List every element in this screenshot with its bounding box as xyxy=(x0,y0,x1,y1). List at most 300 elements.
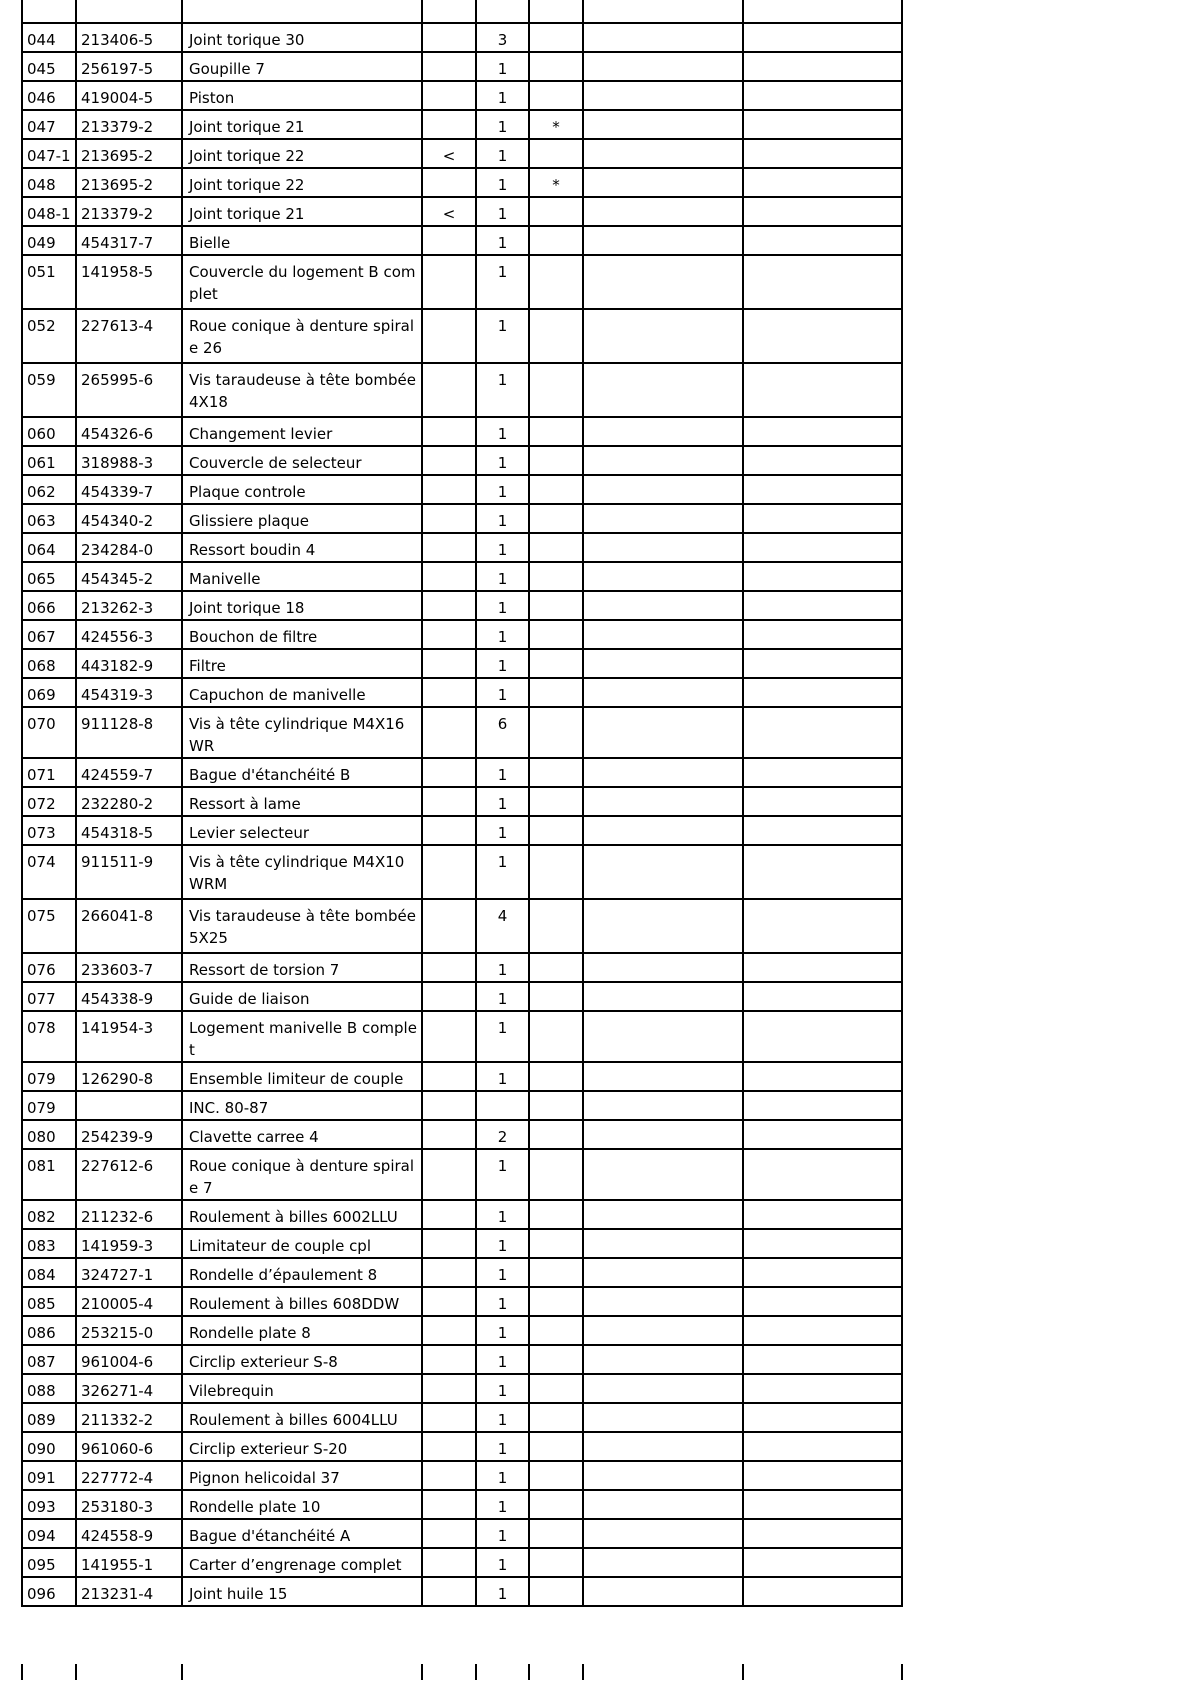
empty-cell xyxy=(583,23,743,52)
part-ref-cell: 048 xyxy=(22,168,76,197)
part-marker-cell xyxy=(529,1120,583,1149)
part-note-cell xyxy=(422,226,476,255)
empty-cell xyxy=(743,1062,902,1091)
part-marker-cell xyxy=(529,1200,583,1229)
part-marker-cell xyxy=(529,197,583,226)
table-row xyxy=(22,1229,902,1258)
table-row xyxy=(22,81,902,110)
part-quantity-cell: 1 xyxy=(476,1461,529,1490)
empty-cell xyxy=(743,255,902,309)
part-marker-cell xyxy=(529,562,583,591)
part-note-cell xyxy=(422,1120,476,1149)
part-note-cell xyxy=(422,1432,476,1461)
table-row xyxy=(22,110,902,139)
part-number-cell: 443182-9 xyxy=(76,649,182,678)
part-marker-cell xyxy=(529,255,583,309)
part-note-cell xyxy=(422,475,476,504)
part-description-cell: Rondelle plate 10 xyxy=(182,1490,422,1519)
part-quantity-cell: 1 xyxy=(476,1490,529,1519)
part-marker-cell xyxy=(529,1062,583,1091)
part-number-cell: 227612-6 xyxy=(76,1149,182,1200)
part-note-cell xyxy=(422,52,476,81)
empty-cell xyxy=(583,899,743,953)
part-ref-cell: 083 xyxy=(22,1229,76,1258)
part-description-cell: Couvercle de selecteur xyxy=(182,446,422,475)
part-description-cell: Piston xyxy=(182,81,422,110)
part-description-cell: Circlip exterieur S-20 xyxy=(182,1432,422,1461)
part-ref-cell: 084 xyxy=(22,1258,76,1287)
part-note-cell xyxy=(422,1200,476,1229)
part-description-cell: Plaque controle xyxy=(182,475,422,504)
empty-cell xyxy=(743,620,902,649)
part-number-cell: 424559-7 xyxy=(76,758,182,787)
empty-cell xyxy=(583,707,743,758)
column-rule xyxy=(901,0,903,22)
part-quantity-cell: 1 xyxy=(476,226,529,255)
part-quantity-cell: 1 xyxy=(476,591,529,620)
part-ref-cell: 065 xyxy=(22,562,76,591)
part-marker-cell xyxy=(529,1490,583,1519)
empty-cell xyxy=(583,168,743,197)
empty-cell xyxy=(743,1229,902,1258)
part-description-cell: Ressort boudin 4 xyxy=(182,533,422,562)
part-number-cell: 454326-6 xyxy=(76,417,182,446)
part-quantity-cell: 1 xyxy=(476,110,529,139)
part-number-cell: 141959-3 xyxy=(76,1229,182,1258)
part-number-cell: 318988-3 xyxy=(76,446,182,475)
part-ref-cell: 091 xyxy=(22,1461,76,1490)
empty-cell xyxy=(583,1403,743,1432)
table-row xyxy=(22,1577,902,1606)
empty-cell xyxy=(583,562,743,591)
part-ref-cell: 067 xyxy=(22,620,76,649)
part-description-cell: Vis taraudeuse à tête bombée 5X25 xyxy=(182,899,422,953)
part-quantity-cell: 2 xyxy=(476,1120,529,1149)
part-note-cell: < xyxy=(422,197,476,226)
part-number-cell: 961004-6 xyxy=(76,1345,182,1374)
table-row xyxy=(22,1200,902,1229)
part-description-cell: Ressort de torsion 7 xyxy=(182,953,422,982)
part-quantity-cell: 1 xyxy=(476,758,529,787)
empty-cell xyxy=(583,139,743,168)
empty-cell xyxy=(583,1120,743,1149)
part-note-cell xyxy=(422,1287,476,1316)
part-note-cell xyxy=(422,899,476,953)
part-marker-cell xyxy=(529,226,583,255)
part-description-cell: Rondelle d’épaulement 8 xyxy=(182,1258,422,1287)
part-ref-cell: 085 xyxy=(22,1287,76,1316)
part-number-cell: 454338-9 xyxy=(76,982,182,1011)
empty-cell xyxy=(743,845,902,899)
part-ref-cell: 064 xyxy=(22,533,76,562)
part-ref-cell: 096 xyxy=(22,1577,76,1606)
column-rule xyxy=(475,1664,477,1680)
column-rule xyxy=(421,1664,423,1680)
part-quantity-cell: 1 xyxy=(476,1149,529,1200)
part-number-cell: 233603-7 xyxy=(76,953,182,982)
part-description-cell: Bague d'étanchéité A xyxy=(182,1519,422,1548)
part-description-cell: Joint torique 21 xyxy=(182,110,422,139)
part-ref-cell: 068 xyxy=(22,649,76,678)
empty-cell xyxy=(583,678,743,707)
part-ref-cell: 070 xyxy=(22,707,76,758)
table-row xyxy=(22,845,902,899)
part-ref-cell: 061 xyxy=(22,446,76,475)
part-quantity-cell: 1 xyxy=(476,1345,529,1374)
part-note-cell xyxy=(422,1374,476,1403)
part-number-cell: 911511-9 xyxy=(76,845,182,899)
column-rule xyxy=(421,0,423,22)
empty-cell xyxy=(583,197,743,226)
part-note-cell xyxy=(422,1011,476,1062)
part-quantity-cell: 4 xyxy=(476,899,529,953)
part-number-cell: 234284-0 xyxy=(76,533,182,562)
column-rule xyxy=(75,0,77,22)
table-row xyxy=(22,533,902,562)
part-ref-cell: 076 xyxy=(22,953,76,982)
empty-cell xyxy=(583,110,743,139)
part-quantity-cell: 1 xyxy=(476,649,529,678)
part-marker-cell xyxy=(529,504,583,533)
part-note-cell xyxy=(422,620,476,649)
table-row xyxy=(22,816,902,845)
part-note-cell xyxy=(422,649,476,678)
part-quantity-cell: 1 xyxy=(476,168,529,197)
part-number-cell: 419004-5 xyxy=(76,81,182,110)
empty-cell xyxy=(583,1374,743,1403)
part-marker-cell xyxy=(529,1432,583,1461)
empty-cell xyxy=(743,1316,902,1345)
part-quantity-cell: 1 xyxy=(476,1062,529,1091)
part-marker-cell xyxy=(529,1011,583,1062)
part-ref-cell: 090 xyxy=(22,1432,76,1461)
empty-cell xyxy=(583,226,743,255)
part-number-cell: 213231-4 xyxy=(76,1577,182,1606)
part-marker-cell xyxy=(529,52,583,81)
table-row xyxy=(22,562,902,591)
part-marker-cell xyxy=(529,1461,583,1490)
part-quantity-cell: 1 xyxy=(476,1519,529,1548)
empty-cell xyxy=(743,1577,902,1606)
part-ref-cell: 063 xyxy=(22,504,76,533)
part-note-cell xyxy=(422,1461,476,1490)
empty-cell xyxy=(743,446,902,475)
empty-cell xyxy=(583,475,743,504)
part-description-cell: Vis à tête cylindrique M4X16 WR xyxy=(182,707,422,758)
part-note-cell xyxy=(422,309,476,363)
part-number-cell: 424556-3 xyxy=(76,620,182,649)
empty-cell xyxy=(743,226,902,255)
part-marker-cell xyxy=(529,1403,583,1432)
part-note-cell xyxy=(422,23,476,52)
part-number-cell: 227613-4 xyxy=(76,309,182,363)
part-quantity-cell: 1 xyxy=(476,255,529,309)
part-number-cell: 227772-4 xyxy=(76,1461,182,1490)
part-description-cell: Ressort à lame xyxy=(182,787,422,816)
part-number-cell: 232280-2 xyxy=(76,787,182,816)
empty-cell xyxy=(743,1149,902,1200)
column-rule xyxy=(181,0,183,22)
part-number-cell: 266041-8 xyxy=(76,899,182,953)
part-number-cell: 141955-1 xyxy=(76,1548,182,1577)
part-number-cell: 324727-1 xyxy=(76,1258,182,1287)
part-number-cell: 253215-0 xyxy=(76,1316,182,1345)
part-note-cell xyxy=(422,1091,476,1120)
part-description-cell: Joint torique 18 xyxy=(182,591,422,620)
part-marker-cell xyxy=(529,81,583,110)
part-ref-cell: 049 xyxy=(22,226,76,255)
table-row xyxy=(22,899,902,953)
empty-cell xyxy=(583,533,743,562)
part-description-cell: Guide de liaison xyxy=(182,982,422,1011)
part-note-cell xyxy=(422,255,476,309)
part-quantity-cell: 1 xyxy=(476,52,529,81)
part-note-cell xyxy=(422,1519,476,1548)
part-description-cell: Roue conique à denture spirale 7 xyxy=(182,1149,422,1200)
empty-cell xyxy=(743,816,902,845)
part-ref-cell: 073 xyxy=(22,816,76,845)
empty-cell xyxy=(743,787,902,816)
part-note-cell xyxy=(422,1229,476,1258)
part-description-cell: Capuchon de manivelle xyxy=(182,678,422,707)
part-marker-cell: * xyxy=(529,168,583,197)
empty-cell xyxy=(743,1432,902,1461)
empty-cell xyxy=(583,52,743,81)
part-quantity-cell: 1 xyxy=(476,309,529,363)
empty-cell xyxy=(583,1577,743,1606)
part-description-cell: Carter d’engrenage complet xyxy=(182,1548,422,1577)
part-quantity-cell: 1 xyxy=(476,475,529,504)
parts-list-table xyxy=(21,22,903,1607)
table-row xyxy=(22,982,902,1011)
part-description-cell: Joint huile 15 xyxy=(182,1577,422,1606)
part-marker-cell xyxy=(529,1548,583,1577)
empty-cell xyxy=(743,1120,902,1149)
bottom-column-rules xyxy=(0,1664,1190,1680)
column-rule xyxy=(21,0,23,22)
part-number-cell: 213695-2 xyxy=(76,139,182,168)
part-marker-cell xyxy=(529,1229,583,1258)
table-row xyxy=(22,363,902,417)
part-number-cell: 326271-4 xyxy=(76,1374,182,1403)
empty-cell xyxy=(743,1461,902,1490)
table-row xyxy=(22,446,902,475)
part-ref-cell: 088 xyxy=(22,1374,76,1403)
empty-cell xyxy=(583,1200,743,1229)
part-description-cell: Roulement à billes 6004LLU xyxy=(182,1403,422,1432)
part-quantity-cell: 1 xyxy=(476,787,529,816)
empty-cell xyxy=(583,504,743,533)
part-number-cell xyxy=(76,1091,182,1120)
part-quantity-cell: 1 xyxy=(476,417,529,446)
part-marker-cell xyxy=(529,446,583,475)
part-marker-cell xyxy=(529,1287,583,1316)
part-number-cell: 454317-7 xyxy=(76,226,182,255)
part-ref-cell: 082 xyxy=(22,1200,76,1229)
part-number-cell: 424558-9 xyxy=(76,1519,182,1548)
part-description-cell: Joint torique 22 xyxy=(182,139,422,168)
table-row xyxy=(22,1062,902,1091)
part-number-cell: 454318-5 xyxy=(76,816,182,845)
part-number-cell: 213379-2 xyxy=(76,197,182,226)
part-description-cell: Circlip exterieur S-8 xyxy=(182,1345,422,1374)
part-number-cell: 254239-9 xyxy=(76,1120,182,1149)
part-ref-cell: 087 xyxy=(22,1345,76,1374)
table-row xyxy=(22,1432,902,1461)
empty-cell xyxy=(743,309,902,363)
part-description-cell: Levier selecteur xyxy=(182,816,422,845)
part-note-cell xyxy=(422,562,476,591)
table-row xyxy=(22,953,902,982)
part-note-cell xyxy=(422,758,476,787)
part-description-cell: Ensemble limiteur de couple xyxy=(182,1062,422,1091)
part-note-cell xyxy=(422,1548,476,1577)
part-ref-cell: 066 xyxy=(22,591,76,620)
part-note-cell xyxy=(422,504,476,533)
part-quantity-cell: 1 xyxy=(476,504,529,533)
part-ref-cell: 080 xyxy=(22,1120,76,1149)
part-description-cell: Vis taraudeuse à tête bombée 4X18 xyxy=(182,363,422,417)
column-rule xyxy=(528,1664,530,1680)
empty-cell xyxy=(743,1258,902,1287)
empty-cell xyxy=(583,1149,743,1200)
part-note-cell xyxy=(422,168,476,197)
table-row xyxy=(22,52,902,81)
part-note-cell xyxy=(422,953,476,982)
part-marker-cell: * xyxy=(529,110,583,139)
empty-cell xyxy=(583,363,743,417)
table-row xyxy=(22,1258,902,1287)
empty-cell xyxy=(743,1345,902,1374)
empty-cell xyxy=(743,81,902,110)
empty-cell xyxy=(583,1345,743,1374)
part-ref-cell: 048-1 xyxy=(22,197,76,226)
empty-cell xyxy=(583,845,743,899)
table-row xyxy=(22,787,902,816)
part-note-cell xyxy=(422,591,476,620)
part-description-cell: Vis à tête cylindrique M4X10 WRM xyxy=(182,845,422,899)
empty-cell xyxy=(743,504,902,533)
table-row xyxy=(22,1403,902,1432)
part-number-cell: 211332-2 xyxy=(76,1403,182,1432)
table-row xyxy=(22,1548,902,1577)
empty-cell xyxy=(583,446,743,475)
empty-cell xyxy=(743,363,902,417)
part-description-cell: Vilebrequin xyxy=(182,1374,422,1403)
empty-cell xyxy=(743,52,902,81)
part-marker-cell xyxy=(529,1258,583,1287)
part-number-cell: 141954-3 xyxy=(76,1011,182,1062)
table-row xyxy=(22,1374,902,1403)
part-number-cell: 454339-7 xyxy=(76,475,182,504)
part-note-cell xyxy=(422,110,476,139)
empty-cell xyxy=(583,255,743,309)
part-marker-cell xyxy=(529,620,583,649)
part-quantity-cell: 1 xyxy=(476,533,529,562)
part-ref-cell: 093 xyxy=(22,1490,76,1519)
table-row xyxy=(22,1011,902,1062)
part-ref-cell: 079 xyxy=(22,1091,76,1120)
part-ref-cell: 062 xyxy=(22,475,76,504)
part-marker-cell xyxy=(529,1374,583,1403)
part-number-cell: 141958-5 xyxy=(76,255,182,309)
column-rule xyxy=(742,1664,744,1680)
part-quantity-cell: 1 xyxy=(476,1374,529,1403)
part-note-cell: < xyxy=(422,139,476,168)
empty-cell xyxy=(583,649,743,678)
table-row xyxy=(22,758,902,787)
table-row xyxy=(22,168,902,197)
part-number-cell: 213695-2 xyxy=(76,168,182,197)
part-description-cell: Logement manivelle B complet xyxy=(182,1011,422,1062)
table-row xyxy=(22,1461,902,1490)
part-ref-cell: 079 xyxy=(22,1062,76,1091)
empty-cell xyxy=(583,591,743,620)
part-note-cell xyxy=(422,1062,476,1091)
part-note-cell xyxy=(422,982,476,1011)
empty-cell xyxy=(743,1490,902,1519)
part-note-cell xyxy=(422,1490,476,1519)
part-description-cell: Roulement à billes 608DDW xyxy=(182,1287,422,1316)
part-quantity-cell: 1 xyxy=(476,845,529,899)
part-quantity-cell: 6 xyxy=(476,707,529,758)
part-quantity-cell: 1 xyxy=(476,363,529,417)
part-description-cell: Glissiere plaque xyxy=(182,504,422,533)
empty-cell xyxy=(743,475,902,504)
part-ref-cell: 094 xyxy=(22,1519,76,1548)
empty-cell xyxy=(583,1011,743,1062)
empty-cell xyxy=(583,758,743,787)
part-marker-cell xyxy=(529,591,583,620)
part-description-cell: Couvercle du logement B complet xyxy=(182,255,422,309)
part-number-cell: 213262-3 xyxy=(76,591,182,620)
part-marker-cell xyxy=(529,707,583,758)
part-note-cell xyxy=(422,1316,476,1345)
part-note-cell xyxy=(422,787,476,816)
empty-cell xyxy=(743,1403,902,1432)
part-quantity-cell: 1 xyxy=(476,139,529,168)
table-row xyxy=(22,475,902,504)
part-marker-cell xyxy=(529,1519,583,1548)
empty-cell xyxy=(743,678,902,707)
part-marker-cell xyxy=(529,363,583,417)
part-description-cell: Roulement à billes 6002LLU xyxy=(182,1200,422,1229)
part-marker-cell xyxy=(529,899,583,953)
part-number-cell: 210005-4 xyxy=(76,1287,182,1316)
part-note-cell xyxy=(422,816,476,845)
part-marker-cell xyxy=(529,1149,583,1200)
table-row xyxy=(22,417,902,446)
part-note-cell xyxy=(422,446,476,475)
part-ref-cell: 089 xyxy=(22,1403,76,1432)
part-number-cell: 454340-2 xyxy=(76,504,182,533)
part-description-cell: Joint torique 21 xyxy=(182,197,422,226)
empty-cell xyxy=(583,1091,743,1120)
part-description-cell: Joint torique 30 xyxy=(182,23,422,52)
table-row xyxy=(22,1490,902,1519)
part-quantity-cell: 1 xyxy=(476,816,529,845)
part-ref-cell: 060 xyxy=(22,417,76,446)
part-number-cell: 126290-8 xyxy=(76,1062,182,1091)
empty-cell xyxy=(583,1490,743,1519)
empty-cell xyxy=(743,562,902,591)
part-description-cell: Joint torique 22 xyxy=(182,168,422,197)
part-ref-cell: 045 xyxy=(22,52,76,81)
table-row xyxy=(22,1149,902,1200)
part-note-cell xyxy=(422,533,476,562)
part-quantity-cell: 3 xyxy=(476,23,529,52)
empty-cell xyxy=(583,1062,743,1091)
